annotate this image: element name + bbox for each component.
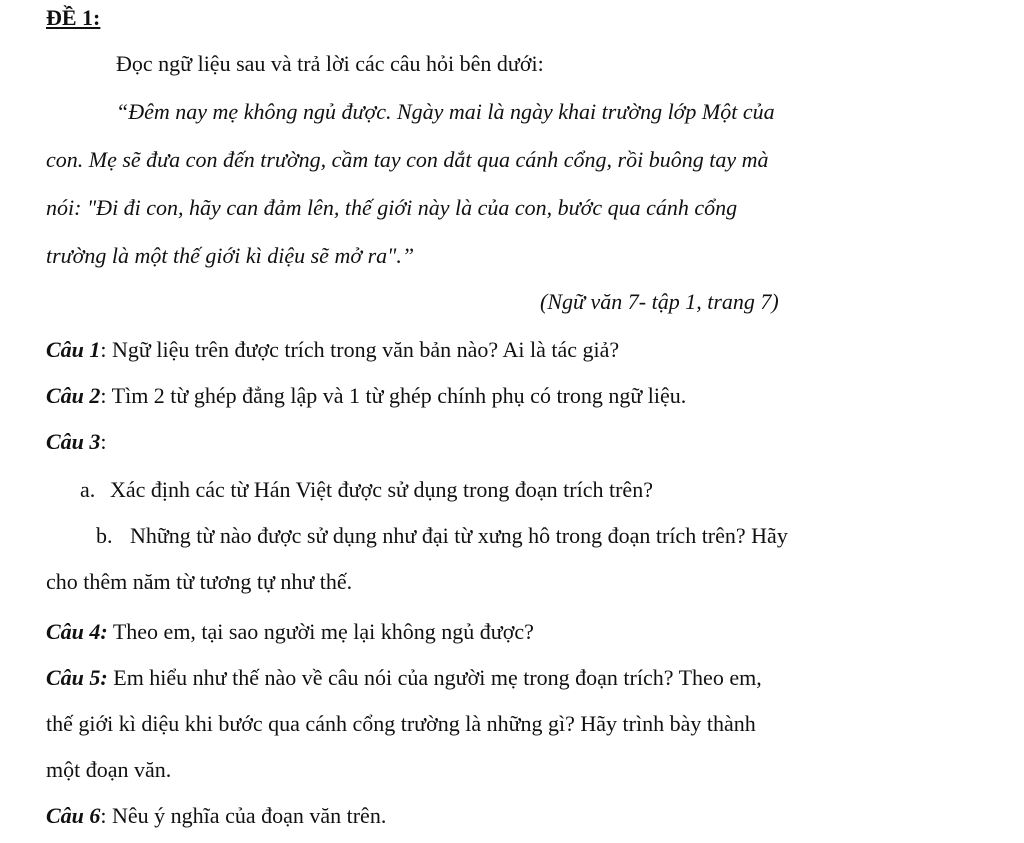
question-4-text: Theo em, tại sao người mẹ lại không ngủ được? <box>107 619 534 644</box>
question-5-text-3: một đoạn văn. <box>46 757 172 782</box>
question-4-label: Câu 4: <box>46 619 108 644</box>
question-3a-text: Xác định các từ Hán Việt được sử dụng trong đoạn trích trên? <box>110 477 653 502</box>
question-3b <box>96 522 788 550</box>
question-2 <box>46 382 686 410</box>
passage-source: (Ngữ văn 7- tập 1, trang 7) <box>540 289 779 314</box>
question-6-text: : Nêu ý nghĩa của đoạn văn trên. <box>100 803 387 828</box>
question-5 <box>46 664 762 692</box>
question-3a <box>80 476 653 504</box>
question-2-text: : Tìm 2 từ ghép đẳng lập và 1 từ ghép chính phụ có trong ngữ liệu. <box>100 383 687 408</box>
passage-line-2: con. Mẹ sẽ đưa con đến trường, cầm tay con dắt qua cánh cổng, rồi buông tay mà <box>46 147 769 172</box>
question-3b-text: Những từ nào được sử dụng như đại từ xưng hô trong đoạn trích trên? Hãy <box>130 523 788 548</box>
question-3 <box>46 428 107 456</box>
exam-heading: ĐỀ 1: <box>46 5 101 30</box>
question-6 <box>46 802 386 830</box>
passage-line-3: nói: "Đi đi con, hãy can đảm lên, thế giới này là của con, bước qua cánh cổng <box>46 195 738 220</box>
question-5-text-1: Em hiểu như thế nào về câu nói của người mẹ trong đoạn trích? Theo em, <box>107 665 762 690</box>
question-5-label: Câu 5: <box>46 665 108 690</box>
question-3b-continuation: cho thêm năm từ tương tự như thế. <box>46 569 353 594</box>
question-2-label: Câu 2 <box>46 383 101 408</box>
question-3a-marker: a. <box>80 477 96 502</box>
question-1-text: : Ngữ liệu trên được trích trong văn bản nào? Ai là tác giả? <box>100 337 620 362</box>
question-1-label: Câu 1 <box>46 337 101 362</box>
question-3-text: : <box>100 429 107 454</box>
question-3b-marker: b. <box>96 523 113 548</box>
question-1 <box>46 336 619 364</box>
instruction-text: Đọc ngữ liệu sau và trả lời các câu hỏi bên dưới: <box>116 51 544 76</box>
question-5-text-2: thế giới kì diệu khi bước qua cánh cổng trường là những gì? Hãy trình bày thành <box>46 711 756 736</box>
question-6-label: Câu 6 <box>46 803 101 828</box>
passage-line-4: trường là một thế giới kì diệu sẽ mở ra".” <box>46 243 415 268</box>
question-3-label: Câu 3 <box>46 429 101 454</box>
passage-line-1: “Đêm nay mẹ không ngủ được. Ngày mai là ngày khai trường lớp Một của <box>116 99 775 124</box>
question-4 <box>46 618 534 646</box>
